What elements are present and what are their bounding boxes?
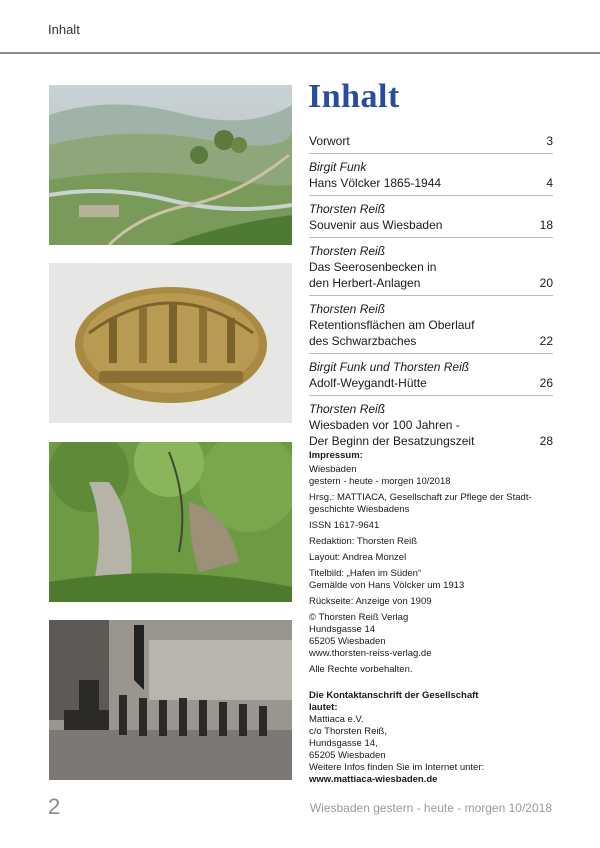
toc-entry-page: 26 [539,376,553,390]
contact-heading: Die Kontaktanschrift der Gesellschaft lautet: [309,690,479,713]
toc-entry-author: Birgit Funk [309,160,367,174]
forest-creek-image [49,442,292,602]
toc-entry-author: Thorsten Reiß [309,244,386,258]
contact-address: Mattiaca e.V. c/o Thorsten Reiß, Hundsgasse 14, 65205 Wiesbaden Weitere Infos finden Sie im Internet unter: [309,714,485,773]
impressum [309,450,559,788]
toc-entry-title: Retentionsflächen am Oberlauf des Schwarzbaches [309,318,475,348]
impressum-back: Rückseite: Anzeige von 1909 [309,596,432,607]
historic-parade-image [49,620,292,780]
impressum-verlag: © Thorsten Reiß Verlag Hundsgasse 14 65205 Wiesbaden www.thorsten-reiss-verlag.de [309,612,432,659]
header-rule [0,52,600,54]
contact-url[interactable]: www.mattiaca-wiesbaden.de [309,774,438,785]
toc-entry-title: Wiesbaden vor 100 Jahren - Der Beginn der Besatzungszeit [309,418,475,448]
toc-entry[interactable] [309,132,553,154]
toc-entry-author: Thorsten Reiß [309,402,386,416]
toc-entry[interactable] [309,200,553,238]
toc-entry-title: Adolf-Weygandt-Hütte [309,376,427,390]
impressum-cover: Titelbild: „Hafen im Süden“ Gemälde von Hans Völcker um 1913 [309,568,465,591]
impressum-layout: Layout: Andrea Monzel [309,552,407,563]
landscape-painting-image [49,85,292,245]
toc-entry[interactable] [309,300,553,354]
souvenir-badge-image [49,263,292,423]
toc-entry-title: Souvenir aus Wiesbaden [309,218,443,232]
toc-entry[interactable] [309,242,553,296]
running-head: Inhalt [48,22,80,37]
toc-entry-author: Thorsten Reiß [309,302,386,316]
toc-entry[interactable] [309,358,553,396]
toc-entry-page: 22 [539,334,553,348]
toc-entry[interactable] [309,158,553,196]
toc-entry-page: 3 [546,134,553,148]
toc-entry-title: Vorwort [309,134,350,148]
toc-entry-page: 18 [539,218,553,232]
toc-entry-page: 4 [546,176,553,190]
impressum-issn: ISSN 1617-9641 [309,520,380,531]
impressum-publisher: Hrsg.: MATTIACA, Gesellschaft zur Pflege der Stadt- geschichte Wiesbadens [309,492,532,515]
footer-publication-title: Wiesbaden gestern - heute - morgen 10/2018 [309,801,552,815]
impressum-editor: Redaktion: Thorsten Reiß [309,536,418,547]
toc-entry[interactable] [309,400,553,453]
impressum-rights: Alle Rechte vorbehalten. [309,664,413,675]
toc-entry-page: 20 [539,276,553,290]
toc-entry-title: Das Seerosenbecken in den Herbert-Anlagen [309,260,437,290]
toc-entry-author: Birgit Funk und Thorsten Reiß [309,360,470,374]
toc-entry-author: Thorsten Reiß [309,202,386,216]
toc-entry-title: Hans Völcker 1865-1944 [309,176,442,190]
impressum-heading: Impressum: [309,450,363,461]
toc-title: Inhalt [308,78,400,115]
table-of-contents [309,132,553,457]
impressum-publication: Wiesbaden gestern - heute - morgen 10/2018 [309,464,451,487]
toc-entry-page: 28 [539,434,553,448]
page-number: 2 [48,794,61,819]
